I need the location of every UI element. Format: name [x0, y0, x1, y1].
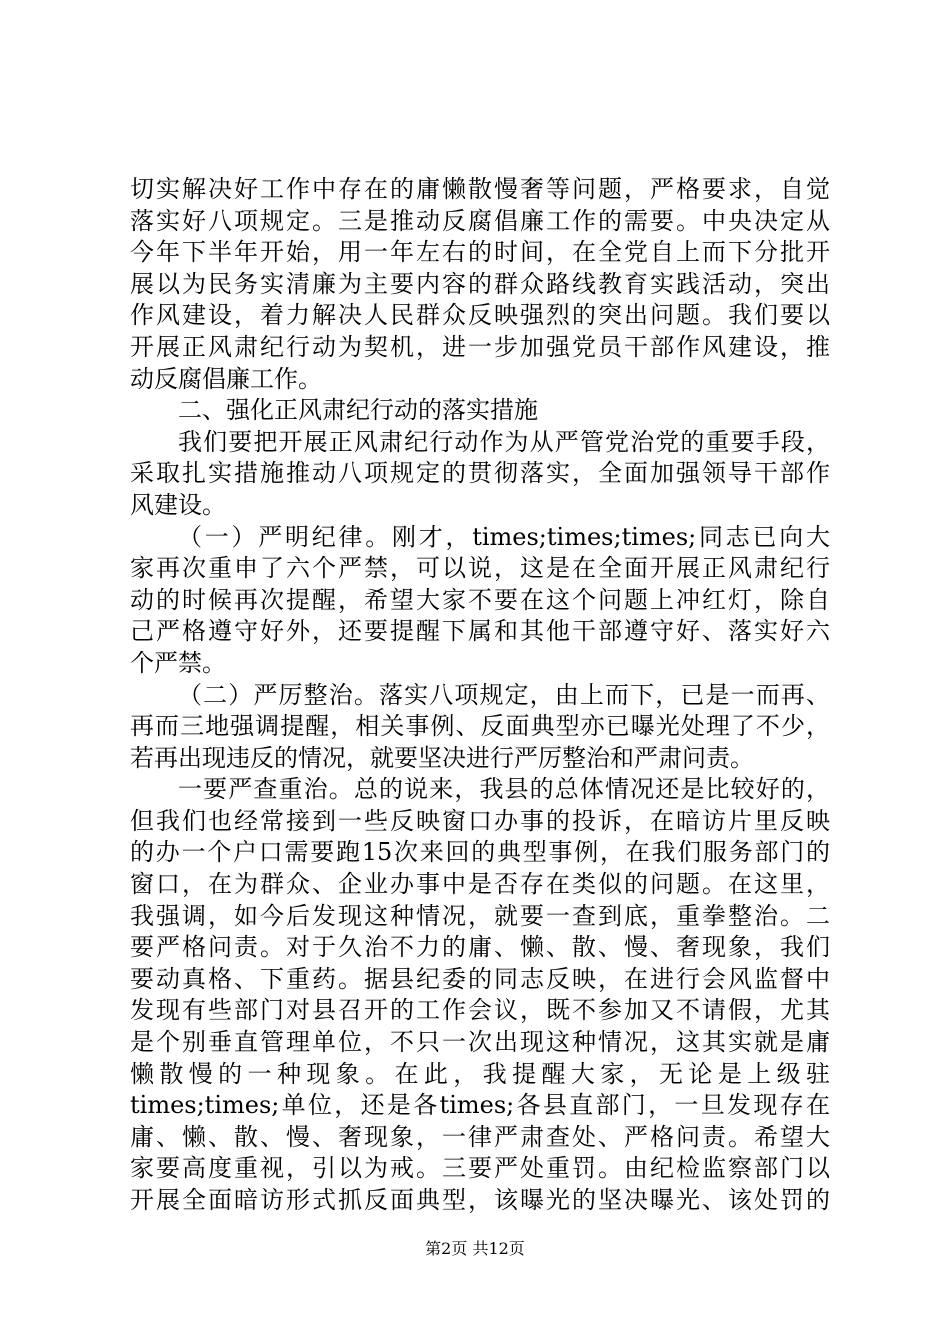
text-line: 再而三地强调提醒，相关事例、反面典型亦已曝光处理了不少，	[130, 712, 830, 741]
text-line: 的办一个户口需要跑15次来回的典型事例，在我们服务部门的	[130, 838, 830, 867]
text-line: 风建设。	[130, 490, 226, 519]
text-line: 动的时候再次提醒，希望大家不要在这个问题上冲红灯，除自	[130, 585, 830, 614]
text-line: 开展全面暗访形式抓反面典型，该曝光的坚决曝光、该处罚的	[130, 1186, 830, 1214]
text-line: 我强调，如今后发现这种情况，就要一查到底，重拳整治。二	[130, 901, 830, 930]
text-line: 切实解决好工作中存在的庸懒散慢奢等问题，严格要求，自觉	[130, 175, 830, 203]
text-line: 展以为民务实清廉为主要内容的群众路线教育实践活动，突出	[130, 269, 830, 298]
text-line: 家再次重申了六个严禁，可以说，这是在全面开展正风肃纪行	[130, 554, 830, 583]
text-line: 我们要把开展正风肃纪行动作为从严管党治党的重要手段，	[178, 427, 830, 456]
text-line: 庸、懒、散、慢、奢现象，一律严肃查处、严格问责。希望大	[130, 1122, 830, 1151]
text-line: 动反腐倡廉工作。	[130, 364, 322, 393]
text-line: 懒散慢的一种现象。在此，我提醒大家，无论是上级驻	[130, 1059, 830, 1088]
text-line: 作风建设，着力解决人民群众反映强烈的突出问题。我们要以	[130, 301, 830, 330]
text-line: 采取扎实措施推动八项规定的贯彻落实，全面加强领导干部作	[130, 459, 830, 488]
text-line: 落实好八项规定。三是推动反腐倡廉工作的需要。中央决定从	[130, 206, 830, 235]
text-line: 己严格遵守好外，还要提醒下属和其他干部遵守好、落实好六	[130, 617, 830, 646]
text-line: 今年下半年开始，用一年左右的时间，在全党自上而下分批开	[130, 238, 830, 267]
text-line: 若再出现违反的情况，就要坚决进行严厉整治和严肃问责。	[130, 743, 754, 772]
text-line: 是个别垂直管理单位，不只一次出现这种情况，这其实就是庸	[130, 1028, 830, 1057]
text-line: times;times;单位，还是各times;各县直部门，一旦发现存在	[130, 1091, 830, 1120]
page-number-footer: 第2页 共12页	[425, 1239, 525, 1258]
text-line: 要动真格、下重药。据县纪委的同志反映，在进行会风监督中	[130, 964, 830, 993]
document-body	[130, 174, 830, 1217]
text-line: 开展正风肃纪行动为契机，进一步加强党员干部作风建设，推	[130, 332, 830, 361]
text-line: 二、强化正风肃纪行动的落实措施	[178, 396, 538, 425]
text-line: 但我们也经常接到一些反映窗口办事的投诉，在暗访片里反映	[130, 806, 830, 835]
text-line: （一）严明纪律。刚才，times;times;times;同志已向大	[178, 522, 830, 551]
text-line: 要严格问责。对于久治不力的庸、懒、散、慢、奢现象，我们	[130, 933, 830, 962]
text-line: 家要高度重视，引以为戒。三要严处重罚。由纪检监察部门以	[130, 1154, 830, 1183]
text-line: 一要严查重治。总的说来，我县的总体情况还是比较好的，	[178, 775, 830, 804]
text-line: 个严禁。	[130, 648, 226, 677]
text-line: 窗口，在为群众、企业办事中是否存在类似的问题。在这里，	[130, 870, 830, 899]
text-line: （二）严厉整治。落实八项规定，由上而下，已是一而再、	[178, 680, 830, 709]
text-line: 发现有些部门对县召开的工作会议，既不参加又不请假，尤其	[130, 996, 830, 1025]
